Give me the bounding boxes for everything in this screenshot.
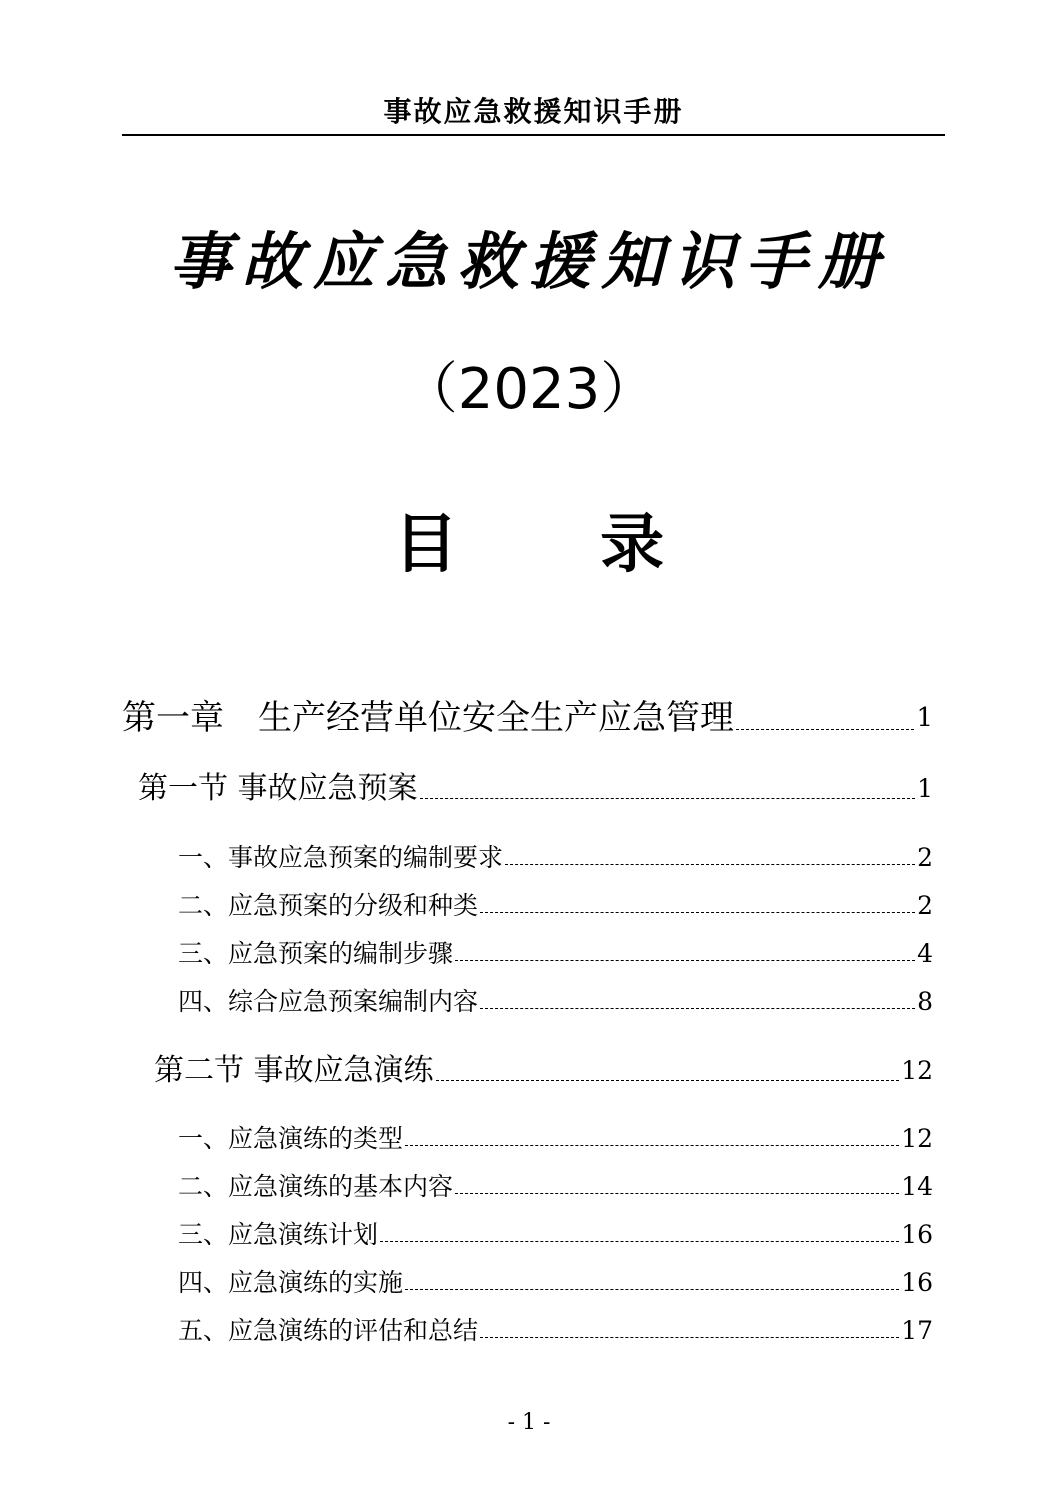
toc-leader: [480, 1337, 899, 1338]
toc-leader: [505, 864, 915, 865]
toc-item[interactable]: [178, 1218, 933, 1252]
toc-item[interactable]: [178, 937, 933, 971]
toc-entry-label: 四、综合应急预案编制内容: [178, 987, 479, 1016]
toc-leader: [736, 729, 914, 730]
toc-entry-page: 12: [901, 1124, 933, 1153]
document-year: （2023）: [401, 357, 657, 422]
toc-entry-page: 1: [916, 703, 933, 733]
toc-section-2[interactable]: [154, 1051, 933, 1091]
toc-leader: [420, 798, 916, 799]
running-header: 事故应急救援知识手册: [383, 95, 684, 128]
toc-item[interactable]: [178, 1122, 933, 1156]
toc-entry-label: 三、应急演练计划: [178, 1220, 379, 1249]
toc-entry-label: 五、应急演练的评估和总结: [178, 1316, 479, 1345]
toc-entry-label: 第一章 生产经营单位安全生产应急管理: [122, 698, 734, 738]
toc-item[interactable]: [178, 1314, 933, 1348]
toc-leader: [405, 1289, 899, 1290]
toc-leader: [455, 1193, 899, 1194]
document-title: 事故应急救援知识手册: [168, 225, 889, 298]
toc-entry-page: 16: [901, 1220, 933, 1249]
page-number: - 1 -: [507, 1410, 551, 1435]
toc-entry-label: 四、应急演练的实施: [178, 1268, 404, 1297]
toc-item[interactable]: [178, 985, 933, 1019]
toc-heading: 目 录: [393, 508, 665, 582]
toc-entry-page: 2: [917, 891, 933, 920]
toc-item[interactable]: [178, 1266, 933, 1300]
toc-item[interactable]: [178, 1170, 933, 1204]
toc-chapter-1[interactable]: [122, 696, 933, 740]
toc-entry-page: 4: [917, 939, 933, 968]
toc-leader: [436, 1080, 900, 1081]
toc-entry-label: 一、事故应急预案的编制要求: [178, 843, 504, 872]
toc-leader: [405, 1145, 899, 1146]
toc-entry-page: 16: [901, 1268, 933, 1297]
toc-entry-page: 12: [901, 1056, 933, 1085]
toc-entry-label: 二、应急演练的基本内容: [178, 1172, 454, 1201]
toc-leader: [455, 960, 915, 961]
toc-entry-label: 一、应急演练的类型: [178, 1124, 404, 1153]
toc-entry-page: 17: [901, 1316, 933, 1345]
toc-entry-label: 二、应急预案的分级和种类: [178, 891, 479, 920]
toc-leader: [480, 912, 915, 913]
toc-entry-label: 三、应急预案的编制步骤: [178, 939, 454, 968]
toc-item[interactable]: [178, 841, 933, 875]
toc-entry-label: 第二节 事故应急演练: [154, 1053, 434, 1088]
toc-entry-page: 14: [901, 1172, 933, 1201]
toc-entry-page: 2: [917, 843, 933, 872]
toc-entry-page: 8: [917, 987, 933, 1016]
toc-section-1[interactable]: [138, 769, 933, 809]
toc-leader: [480, 1008, 915, 1009]
header-rule: [122, 134, 945, 136]
toc-entry-label: 第一节 事故应急预案: [138, 771, 418, 806]
toc-entry-page: 1: [917, 774, 933, 803]
toc-leader: [380, 1241, 899, 1242]
toc-item[interactable]: [178, 889, 933, 923]
